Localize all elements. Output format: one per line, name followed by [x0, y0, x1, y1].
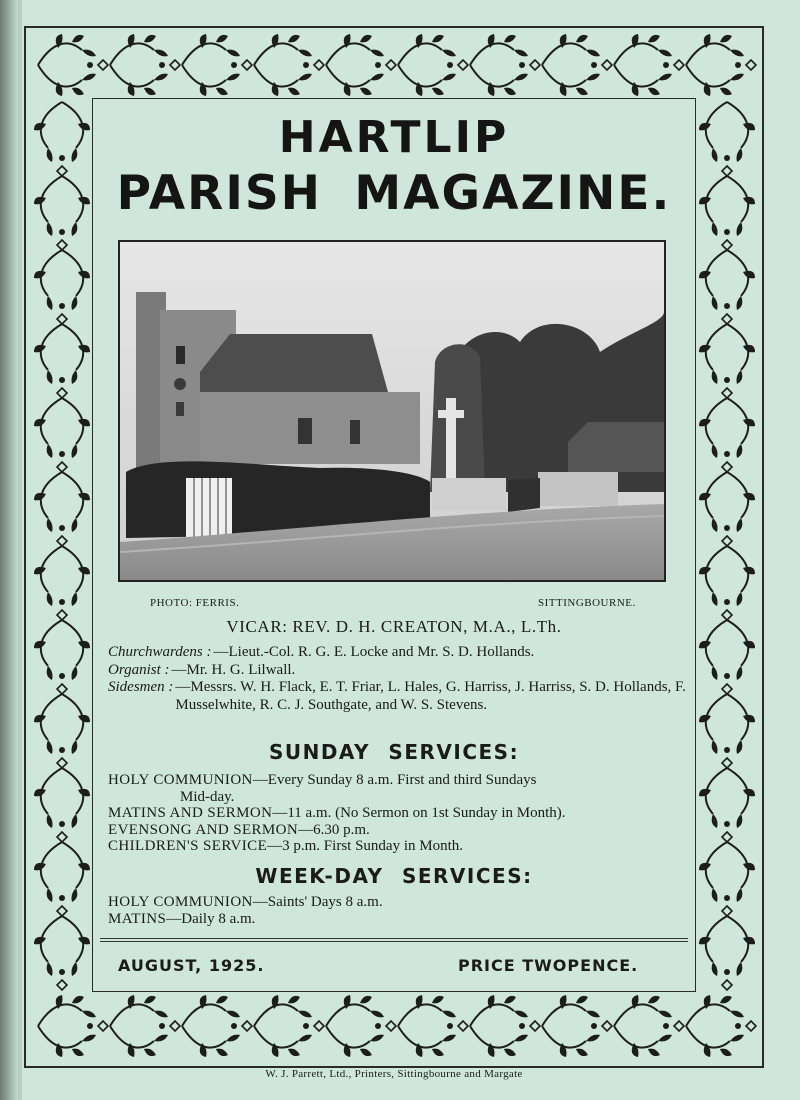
officer-names: —Mr. H. G. Lilwall. [171, 661, 296, 678]
floral-border-right-art [696, 98, 758, 992]
service-item [108, 772, 688, 789]
issue-date: AUGUST, 1925. [118, 956, 265, 975]
officer-churchwardens [108, 644, 688, 662]
service-detail: —11 a.m. (No Sermon on 1st Sunday in Month). [272, 805, 566, 821]
service-item [108, 822, 688, 839]
service-item-continuation: Mid-day. [180, 788, 235, 805]
officer-role: Organist : [108, 661, 170, 678]
book-binding-edge [0, 0, 18, 1100]
page-edge [18, 0, 22, 1100]
issue-price: PRICE TWOPENCE. [458, 956, 639, 975]
officer-role: Churchwardens : [108, 644, 212, 660]
service-detail: —Saints' Days 8 a.m. [252, 894, 383, 910]
officer-names: —Messrs. W. H. Flack, E. T. Friar, L. Hales, G. Harriss, J. Harriss, S. D. Hollands, F. Musselwhite, R. C. J. Southgate, and W. S. Stevens. [175, 679, 686, 713]
photo-location: SITTINGBOURNE. [538, 597, 636, 609]
officer-role: Sidesmen : [108, 679, 174, 695]
sunday-services-heading: SUNDAY SERVICES: [268, 740, 520, 764]
officer-names: —Lieut.-Col. R. G. E. Locke and Mr. S. D. Hollands. [213, 644, 535, 660]
service-detail: —6.30 p.m. [298, 821, 370, 838]
service-item [108, 911, 688, 928]
vicar-line: VICAR: REV. D. H. CREATON, M.A., L.Th. [226, 617, 562, 636]
service-detail: —Daily 8 a.m. [166, 910, 256, 927]
masthead-title-line2: PARISH MAGAZINE. [116, 166, 672, 221]
floral-border-top [32, 32, 758, 98]
weekday-services-list [108, 894, 688, 927]
service-detail: —3 p.m. First Sunday in Month. [267, 838, 463, 854]
floral-border-left-art [32, 98, 92, 992]
church-photograph [118, 240, 666, 582]
service-name: HOLY COMMUNION [108, 894, 253, 910]
officer-organist [108, 662, 688, 680]
service-name: MATINS [108, 910, 167, 927]
service-name: HOLY COMMUNION [108, 772, 253, 788]
sunday-services-list [108, 772, 688, 855]
photo-credit: PHOTO: FERRIS. [150, 597, 240, 609]
floral-border-left [32, 98, 92, 992]
church-officers [108, 644, 688, 714]
service-name: MATINS AND SERMON [108, 805, 273, 821]
officer-sidesmen [108, 679, 688, 714]
footer-rule-double [100, 941, 688, 942]
weekday-services-heading: WEEK-DAY SERVICES: [255, 864, 533, 888]
footer-rule [100, 938, 688, 939]
masthead-title-line1: HARTLIP [278, 112, 510, 163]
service-name: EVENSONG AND SERMON [108, 821, 299, 838]
floral-border-right [696, 98, 758, 992]
floral-border-top-art [32, 32, 758, 98]
service-item [108, 894, 688, 911]
service-item [108, 838, 688, 855]
service-detail: —Every Sunday 8 a.m. First and third Sundays [252, 772, 537, 788]
service-item [108, 805, 688, 822]
printer-imprint: W. J. Parrett, Ltd., Printers, Sittingbourne and Margate [265, 1068, 523, 1080]
service-name: CHILDREN'S SERVICE [108, 838, 268, 854]
floral-border-bottom-art [32, 992, 758, 1060]
church-photo-art [120, 242, 664, 580]
floral-border-bottom [32, 992, 758, 1060]
